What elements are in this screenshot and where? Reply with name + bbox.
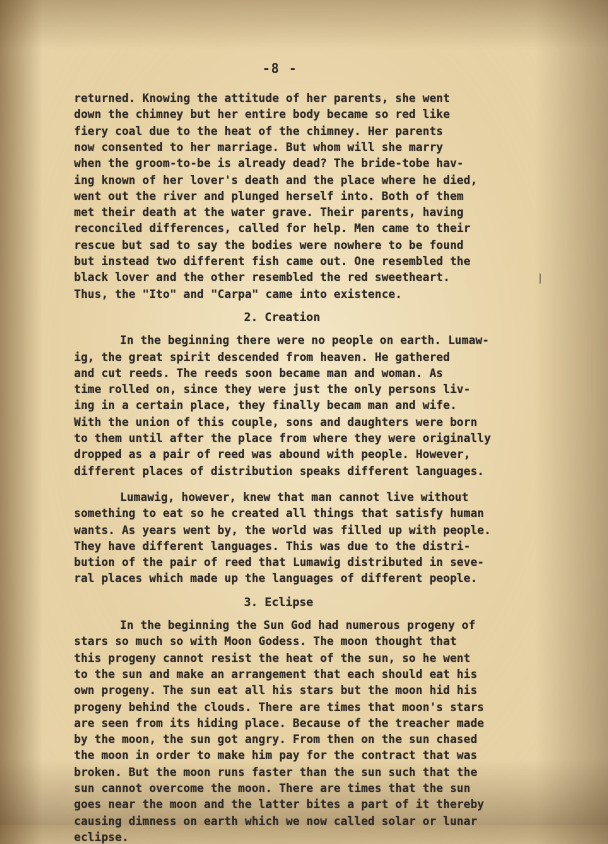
text-line: down the chimney but her entire body became so red like bbox=[74, 108, 450, 122]
text-line: ral places which made up the languages of different people. bbox=[74, 572, 478, 586]
section-heading-creation: 2. Creation bbox=[244, 309, 321, 324]
text-line: reconciled differences, called for help. Men came to their bbox=[74, 222, 471, 236]
text-line: something to eat so he created all things that satisfy human bbox=[74, 507, 485, 521]
text-line: stars so much so with Moon Godess. The moon thought that bbox=[74, 635, 457, 649]
text-line: bution of the pair of reed that Lumawig distributed in seve- bbox=[74, 556, 485, 570]
text-line: Lumawig, however, knew that man cannot live without bbox=[120, 490, 469, 504]
text-line: but instead two different fish came out. One resembled the bbox=[74, 255, 471, 268]
text-line: goes near the moon and the latter bites a part of it thereby bbox=[74, 798, 485, 812]
text-line: met their death at the water grave. Their parents, having bbox=[74, 206, 464, 220]
text-line: the moon in order to make him pay for the contract that was bbox=[74, 749, 478, 763]
text-line: With the union of this couple, sons and daughters were born bbox=[74, 415, 478, 429]
text-line: own progeny. The sun eat all his stars but the moon hid his bbox=[74, 684, 478, 698]
text-line: ing in a certain place, they finally becam man and wife. bbox=[74, 399, 457, 413]
text-line: Thus, the "Ito" and "Carpa" came into existence. bbox=[74, 287, 403, 301]
text-line: They have different languages. This was due to the distri- bbox=[74, 539, 471, 553]
text-line: broken. But the moon runs faster than the sun such that the bbox=[74, 765, 478, 779]
text-line: fiery coal due to the heat of the chimney. Her parents bbox=[74, 124, 444, 138]
text-line: In the beginning the Sun God had numerous progeny of bbox=[120, 619, 476, 632]
text-line: ig, the great spirit descended from heaven. He gathered bbox=[74, 350, 450, 364]
text-line: dropped as a pair of reed was abound with people. However, bbox=[74, 448, 471, 462]
text-line: this progeny cannot resist the heat of the sun, so he went bbox=[74, 651, 471, 665]
text-line: different places of distribution speaks different languages. bbox=[74, 464, 485, 478]
text-line: returned. Knowing the attitude of her parents, she went bbox=[74, 92, 450, 105]
text-line: to them until after the place from where they were originally bbox=[74, 432, 491, 445]
text-line: wants. As years went by, the world was filled up with people. bbox=[74, 523, 491, 537]
text-line: ing known of her lover's death and the place where he died, bbox=[74, 173, 478, 187]
text-line: are seen from its hiding place. Because of the treacher made bbox=[74, 716, 485, 730]
text-line: now consented to her marriage. But whom will she marry bbox=[74, 140, 444, 154]
text-line: by the moon, the sun got angry. From then on the sun chased bbox=[74, 733, 478, 747]
section-heading-eclipse: 3. Eclipse bbox=[244, 594, 314, 609]
pencil-mark: / bbox=[534, 271, 547, 286]
text-line: sun cannot overcome the moon. There are times that the sun bbox=[74, 782, 471, 795]
text-line: black lover and the other resembled the red sweetheart. bbox=[74, 271, 450, 285]
text-line: In the beginning there were no people on earth. Lumaw- bbox=[120, 334, 490, 348]
text-line: went out the river and plunged herself into. Both of them bbox=[74, 189, 464, 203]
text-line: and cut reeds. The reeds soon became man and woman. As bbox=[74, 366, 444, 380]
text-line: rescue but sad to say the bodies were nowhere to be found bbox=[74, 238, 464, 252]
text-line: causing dimness on earth which we now called solar or lunar bbox=[74, 814, 478, 828]
page-number: -8 - bbox=[262, 62, 298, 77]
text-line: time rolled on, since they were just the only persons liv- bbox=[74, 383, 471, 397]
text-line: to the sun and make an arrangement that each should eat his bbox=[74, 667, 478, 681]
text-line: when the groom-to-be is already dead? The bride-tobe hav- bbox=[74, 157, 464, 171]
text-line: eclipse. bbox=[74, 830, 129, 844]
text-line: progeny behind the clouds. There are times that moon's stars bbox=[74, 700, 485, 714]
